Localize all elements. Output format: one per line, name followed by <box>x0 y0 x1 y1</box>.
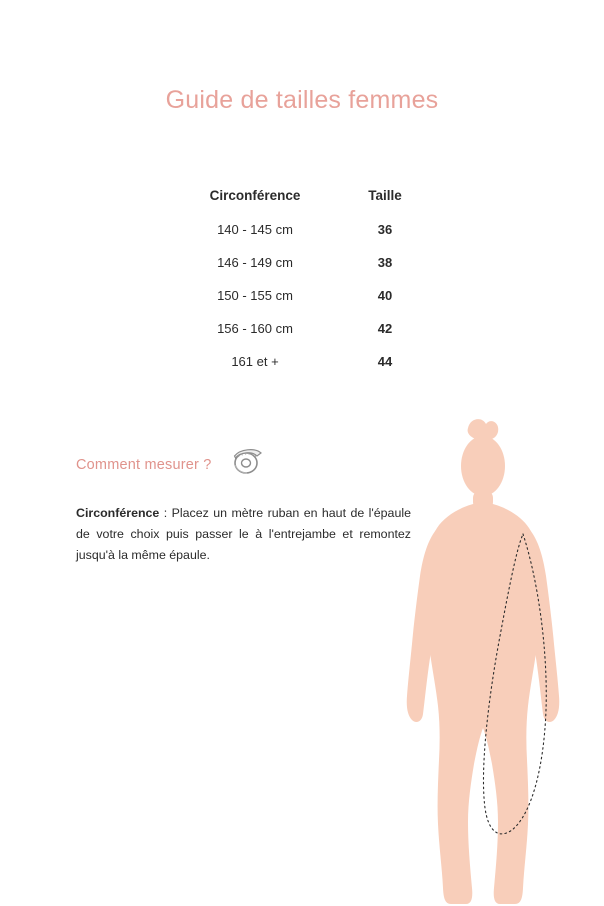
cell-size: 44 <box>377 354 393 369</box>
cell-size: 42 <box>377 321 393 336</box>
cell-circumference: 150 - 155 cm <box>217 288 293 303</box>
cell-size: 38 <box>377 255 393 270</box>
cell-size: 40 <box>377 288 393 303</box>
cell-circumference: 140 - 145 cm <box>217 222 293 237</box>
size-chart-table <box>170 188 430 387</box>
page-title: Guide de tailles femmes <box>165 86 439 114</box>
cell-size: 36 <box>377 222 393 237</box>
table-row <box>170 222 430 255</box>
measure-instructions-lead: Circonférence <box>76 506 160 521</box>
cell-circumference: 161 et + <box>231 354 279 369</box>
table-row <box>170 321 430 354</box>
cell-circumference: 156 - 160 cm <box>217 321 293 336</box>
table-row <box>170 255 430 288</box>
measure-instructions-text: : Placez un mètre ruban en haut de l'épaule de votre choix puis passer le à l'entrejambe et remontez jusqu'à la même épaule. <box>76 506 411 563</box>
column-header-circumference: Circonférence <box>209 188 301 203</box>
column-header-size: Taille <box>368 188 402 203</box>
cell-circumference: 146 - 149 cm <box>217 255 293 270</box>
table-row <box>170 354 430 387</box>
how-to-measure-label: Comment mesurer ? <box>76 456 212 473</box>
table-row <box>170 288 430 321</box>
measuring-tape-icon <box>228 447 266 482</box>
how-to-measure-section <box>76 447 266 482</box>
table-header-row <box>170 188 430 222</box>
female-body-silhouette <box>352 410 604 906</box>
